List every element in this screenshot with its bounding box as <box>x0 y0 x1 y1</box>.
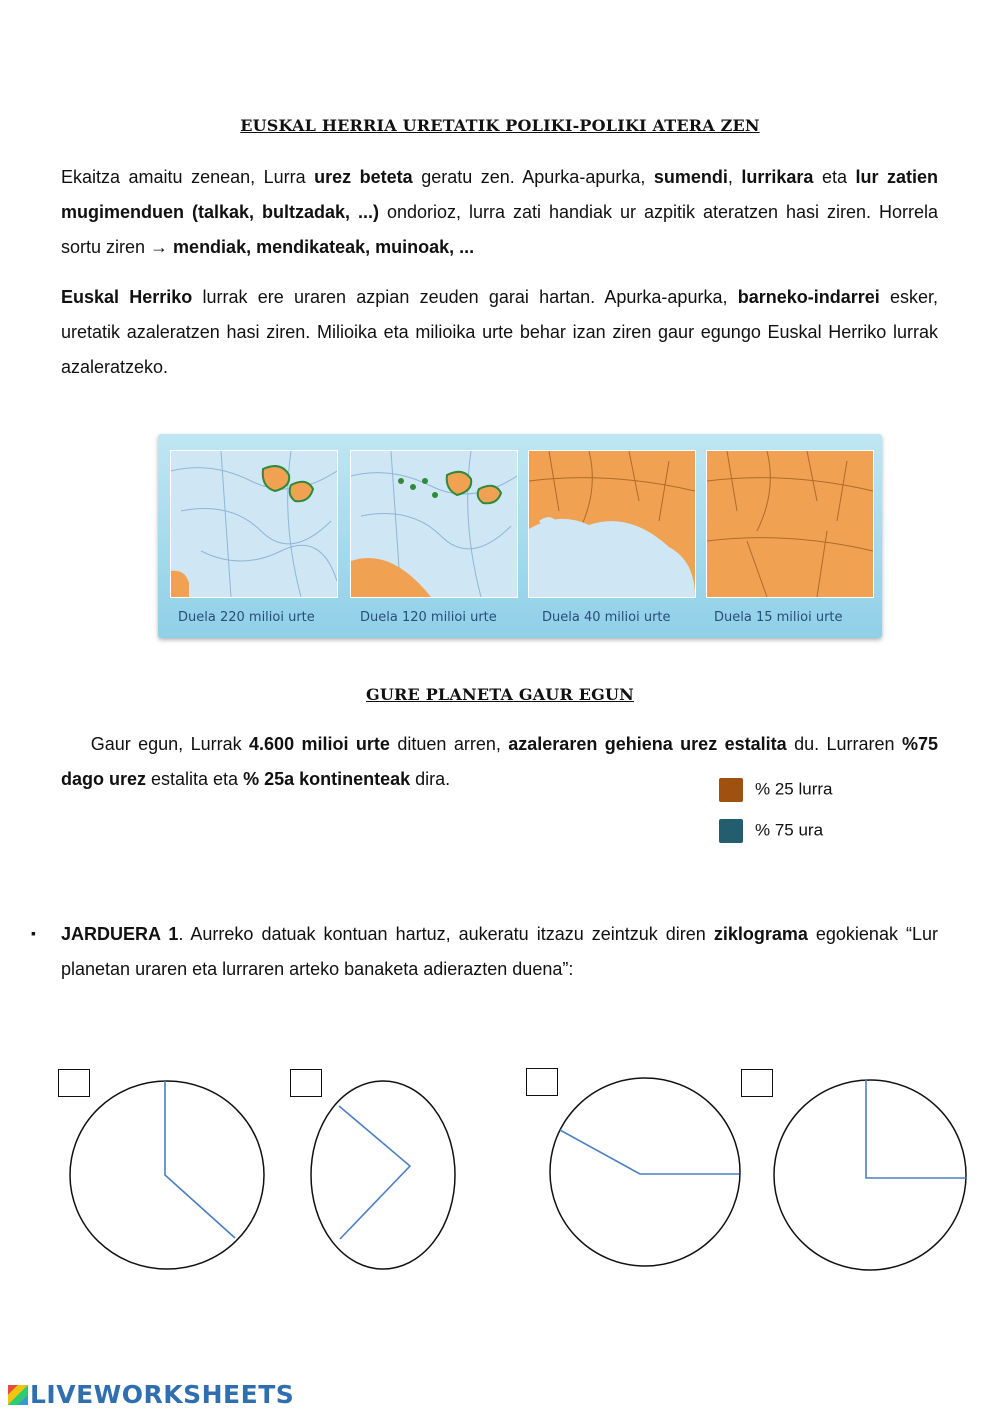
bold-text: sumendi <box>653 167 728 187</box>
text: egokienak “Lur planetan uraren eta lurraren arteko banaketa adierazten duena”: <box>61 924 938 979</box>
text: geratu zen. Apurka-apurka, <box>412 167 654 187</box>
pie-option-4 <box>774 1080 966 1270</box>
bold-text: Euskal Herriko <box>61 287 193 307</box>
checkbox-option-2[interactable] <box>290 1069 322 1097</box>
pie-option-2 <box>311 1081 455 1269</box>
bold-text: barneko-indarrei <box>737 287 880 307</box>
text: , <box>727 167 742 187</box>
bold-text: % 25a kontinenteak <box>243 769 411 789</box>
bold-text: lur zatien mugimenduen (talkak, bultzadak, ...) <box>61 167 939 222</box>
bold-text: urez beteta <box>314 167 413 187</box>
text: eta <box>813 167 856 187</box>
map-caption: Duela 220 milioi urte <box>178 610 315 625</box>
bold-text: %75 dago urez <box>61 734 939 789</box>
section-title: GURE PLANETA GAUR EGUN <box>366 685 634 704</box>
text: dituen arren, <box>389 734 509 754</box>
text: esker, uretatik azaleratzen hasi ziren. Milioika eta milioika urte behar izan ziren gaur egungo Euskal Herriko lurrak azaleratzeko. <box>61 287 939 377</box>
map-15-image <box>707 451 873 597</box>
map-15 <box>706 450 874 598</box>
checkbox-option-1[interactable] <box>58 1069 90 1097</box>
arrow-icon: → <box>150 237 169 257</box>
logo-text: LIVEWORKSHEETS <box>30 1380 295 1409</box>
map-caption: Duela 120 milioi urte <box>360 610 497 625</box>
pie-option-3 <box>550 1078 740 1266</box>
bold-text: JARDUERA 1 <box>61 924 179 944</box>
bold-text: mendiak, mendikateak, muinoak, ... <box>168 237 475 257</box>
activity-instructions <box>61 917 938 987</box>
bullet-icon: ▪ <box>31 925 36 941</box>
map-220-image <box>171 451 337 597</box>
legend-water <box>719 819 823 843</box>
map-120 <box>350 450 518 598</box>
legend-label: % 75 ura <box>755 820 824 840</box>
map-caption: Duela 40 milioi urte <box>542 610 671 625</box>
checkbox-option-4[interactable] <box>741 1069 773 1097</box>
legend-land <box>719 778 832 802</box>
text: . Aurreko datuak kontuan hartuz, aukeratu itzazu zeintzuk diren <box>178 924 714 944</box>
map-220 <box>170 450 338 598</box>
text: dira. <box>410 769 451 789</box>
bold-text: ziklograma <box>713 924 808 944</box>
maps-banner <box>158 434 882 638</box>
paragraph-earth-formation <box>61 160 938 265</box>
land-swatch <box>719 778 743 802</box>
main-title: EUSKAL HERRIA URETATIK POLIKI-POLIKI ATERA ZEN <box>240 116 760 135</box>
map-120-image <box>351 451 517 597</box>
liveworksheets-logo <box>8 1380 294 1409</box>
legend-label: % 25 lurra <box>755 779 833 799</box>
text: ondorioz, lurra zati handiak ur azpitik ateratzen hasi ziren. Horrela sortu ziren <box>61 202 938 257</box>
pie-option-1 <box>70 1081 264 1269</box>
map-caption: Duela 15 milioi urte <box>714 610 843 625</box>
text: lurrak ere uraren azpian zeuden garai hartan. Apurka-apurka, <box>192 287 738 307</box>
water-swatch <box>719 819 743 843</box>
logo-icon <box>8 1385 28 1405</box>
text: du. Lurraren <box>786 734 902 754</box>
checkbox-option-3[interactable] <box>526 1068 558 1096</box>
text: estalita eta <box>146 769 244 789</box>
text: Gaur egun, Lurrak <box>90 734 250 754</box>
paragraph-basque-country <box>61 280 938 385</box>
bold-text: lurrikara <box>741 167 814 187</box>
bold-text: azaleraren gehiena urez estalita <box>508 734 787 754</box>
map-40 <box>528 450 696 598</box>
map-40-image <box>529 451 695 597</box>
text: Ekaitza amaitu zenean, Lurra <box>61 167 315 187</box>
bold-text: 4.600 milioi urte <box>249 734 390 754</box>
